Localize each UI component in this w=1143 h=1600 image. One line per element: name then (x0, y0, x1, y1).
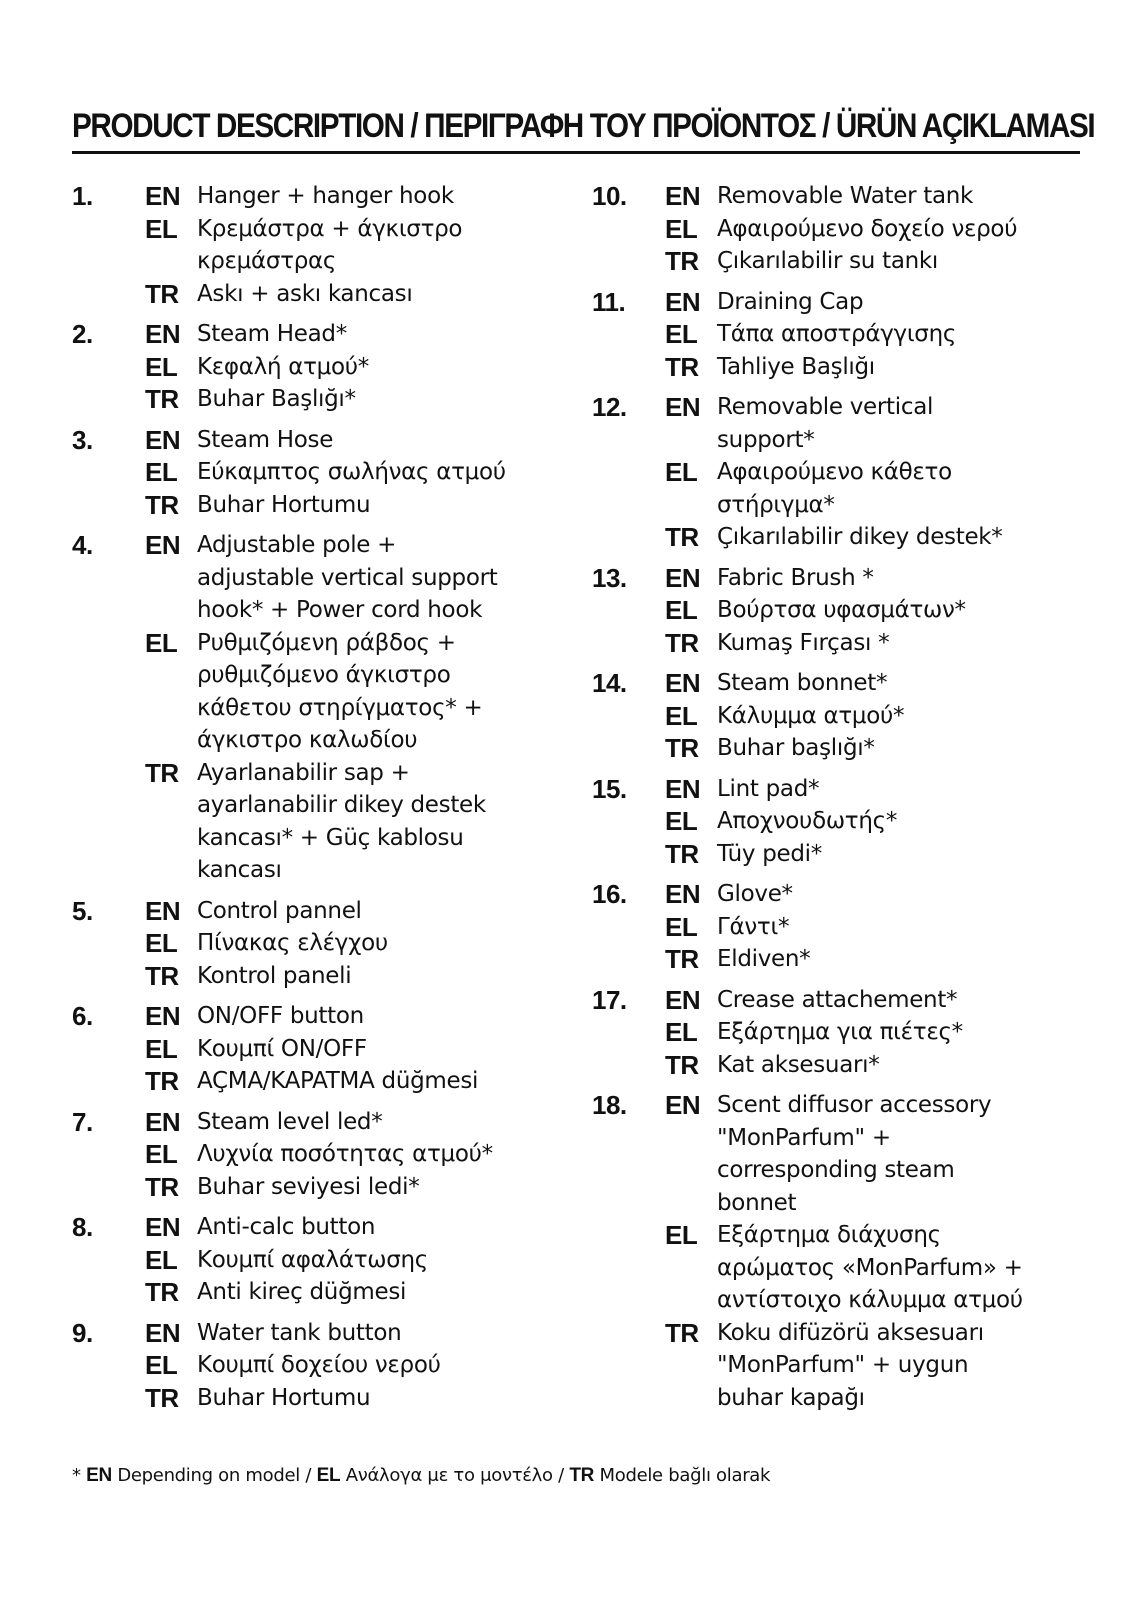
lang-row-en (145, 424, 552, 457)
lang-row-el (145, 1138, 552, 1171)
lang-text-el: Κουμπί ON/OFF (197, 1035, 367, 1062)
lang-row-en (145, 1106, 552, 1139)
lang-text-el: Πίνακας ελέγχου (197, 930, 388, 956)
lang-row-tr (665, 245, 1082, 278)
lang-text-en: Steam Hose (197, 426, 334, 453)
lang-code-tr: TR (665, 627, 699, 658)
lang-row-el (665, 318, 1082, 351)
lang-code-en: EN (665, 392, 701, 422)
lang-text-en: Adjustable pole + adjustable vertical support hook* + Power cord hook (197, 532, 498, 623)
lang-code-tr: TR (665, 1317, 699, 1348)
lang-text-en: Water tank button (197, 1319, 402, 1346)
item-number: 5. (72, 895, 93, 926)
lang-text-tr: Eldiven* (717, 946, 811, 972)
lang-code-en: EN (665, 773, 701, 804)
lang-text-tr: Anti kireç düğmesi (197, 1279, 407, 1305)
lang-row-en (665, 773, 1082, 806)
lang-text-tr: Kontrol paneli (197, 962, 352, 989)
item-number: 16. (592, 879, 627, 909)
list-item (592, 878, 1082, 976)
lang-code-tr: TR (145, 384, 179, 414)
lang-row-en (665, 878, 1082, 911)
lang-row-el (665, 1016, 1082, 1049)
lang-text-tr: Buhar başlığı* (717, 735, 875, 761)
lang-text-el: Κρεμάστρα + άγκιστρο κρεμάστρας (197, 215, 463, 274)
lang-row-en (145, 1317, 552, 1350)
lang-code-el: EL (665, 457, 698, 487)
lang-code-el: EL (145, 1033, 178, 1064)
lang-text-en: Lint pad* (717, 775, 820, 802)
lang-code-en: EN (665, 668, 701, 698)
lang-code-el: EL (665, 213, 698, 244)
lang-code-el: EL (665, 806, 698, 836)
list-item (592, 773, 1082, 871)
lang-row-el (145, 927, 552, 960)
lang-row-el (665, 805, 1082, 838)
item-number: 4. (72, 530, 93, 560)
lang-row-en (665, 180, 1082, 213)
lang-text-tr: Buhar Başlığı* (197, 386, 356, 412)
lang-text-en: Steam Head* (197, 321, 347, 347)
item-number: 15. (592, 773, 627, 804)
lang-code-tr: TR (665, 1049, 699, 1080)
lang-text-el: Κεφαλή ατμού* (197, 353, 369, 380)
lang-row-tr (665, 732, 1082, 765)
lang-row-tr (145, 383, 552, 416)
lang-code-tr: TR (145, 1277, 179, 1307)
lang-row-tr (665, 627, 1082, 660)
lang-row-en (145, 1000, 552, 1033)
lang-text-el: Τάπα αποστράγγισης (717, 321, 957, 347)
item-number: 12. (592, 392, 627, 422)
lang-row-tr (665, 838, 1082, 871)
lang-code-tr: TR (145, 960, 179, 991)
list-item (592, 180, 1082, 278)
lang-text-el: Ρυθμιζόμενη ράβδος + ρυθμιζόμενο άγκιστρο κάθετου στηρίγματος* + άγκιστρο καλωδίου (197, 629, 483, 753)
list-item (72, 1317, 552, 1415)
lang-text-tr: Kumaş Fırçası * (717, 629, 890, 656)
lang-text-en: ON/OFF button (197, 1003, 364, 1029)
lang-code-el: EL (145, 457, 178, 487)
lang-code-tr: TR (145, 278, 179, 309)
lang-text-en: Steam level led* (197, 1108, 383, 1135)
lang-row-el (145, 627, 552, 757)
lang-code-en: EN (665, 984, 701, 1015)
lang-text-el: Εξάρτημα διάχυσης αρώματος «MonParfum» + αντίστοιχο κάλυμμα ατμού (717, 1222, 1023, 1313)
lang-text-el: Κουμπί αφαλάτωσης (197, 1246, 428, 1273)
lang-text-tr: Buhar seviyesi ledi* (197, 1173, 420, 1200)
left-column (72, 180, 552, 1422)
lang-text-tr: Tüy pedi* (717, 840, 822, 867)
item-number: 8. (72, 1212, 93, 1242)
list-item (592, 286, 1082, 384)
lang-row-en (665, 1089, 1082, 1219)
lang-row-el (145, 1033, 552, 1066)
lang-code-en: EN (145, 1212, 181, 1242)
list-item (592, 391, 1082, 554)
lang-text-el: Εξάρτημα για πιέτες* (717, 1019, 963, 1045)
lang-row-tr (145, 757, 552, 887)
item-number: 17. (592, 984, 627, 1015)
item-number: 3. (72, 424, 93, 455)
lang-code-en: EN (145, 1317, 181, 1348)
lang-row-en (145, 180, 552, 213)
lang-code-el: EL (665, 319, 698, 349)
footnote-code-el: EL (316, 1465, 341, 1486)
list-item (592, 1089, 1082, 1414)
lang-row-el (145, 213, 552, 278)
lang-row-el (145, 351, 552, 384)
list-item (72, 424, 552, 522)
list-item (72, 895, 552, 993)
lang-row-el (665, 700, 1082, 733)
lang-code-en: EN (665, 181, 701, 211)
lang-row-en (665, 562, 1082, 595)
lang-code-el: EL (145, 351, 178, 382)
lang-text-tr: Çıkarılabilir su tankı (717, 248, 938, 274)
lang-text-tr: Askı + askı kancası (197, 280, 413, 307)
lang-row-tr (145, 278, 552, 311)
footnote-code-en: EN (86, 1465, 112, 1486)
lang-text-tr: Buhar Hortumu (197, 1384, 371, 1411)
lang-text-tr: Tahliye Başlığı (717, 353, 875, 380)
item-number: 2. (72, 319, 93, 349)
lang-row-en (665, 667, 1082, 700)
lang-code-en: EN (145, 319, 181, 349)
lang-row-tr (145, 489, 552, 522)
lang-row-el (145, 1349, 552, 1382)
lang-text-en: Scent diffusor accessory "MonParfum" + corresponding steam bonnet (717, 1092, 992, 1216)
lang-row-el (665, 213, 1082, 246)
lang-row-tr (145, 960, 552, 993)
lang-code-en: EN (145, 424, 181, 455)
lang-row-tr (665, 943, 1082, 976)
list-item (72, 1000, 552, 1098)
lang-text-tr: AÇMA/KAPATMA düğmesi (197, 1068, 479, 1094)
lang-code-tr: TR (665, 944, 699, 974)
item-number: 18. (592, 1090, 627, 1120)
lang-text-en: Anti-calc button (197, 1214, 376, 1240)
list-item (592, 667, 1082, 765)
lang-code-tr: TR (145, 757, 179, 788)
list-item (72, 1106, 552, 1204)
lang-code-el: EL (665, 1220, 698, 1250)
lang-row-el (665, 456, 1082, 521)
footnote-text-el: Ανάλογα με το μοντέλο / (345, 1465, 564, 1486)
lang-text-el: Κάλυμμα ατμού* (717, 702, 905, 729)
lang-text-el: Αποχνουδωτής* (717, 808, 898, 834)
lang-code-el: EL (145, 213, 178, 244)
lang-code-tr: TR (665, 733, 699, 763)
lang-text-en: Glove* (717, 881, 793, 907)
item-number: 9. (72, 1317, 93, 1348)
lang-text-el: Αφαιρούμενο κάθετο στήριγμα* (717, 459, 952, 518)
lang-code-tr: TR (665, 522, 699, 552)
lang-code-el: EL (145, 1350, 178, 1380)
list-item (72, 318, 552, 416)
lang-row-en (145, 895, 552, 928)
list-item (592, 984, 1082, 1082)
footnote-text-tr: Modele bağlı olarak (599, 1465, 771, 1486)
lang-text-el: Γάντι* (717, 913, 790, 940)
list-item (72, 1211, 552, 1309)
list-item (592, 562, 1082, 660)
lang-code-tr: TR (145, 1382, 179, 1413)
lang-code-tr: TR (145, 1066, 179, 1096)
lang-code-el: EL (145, 928, 178, 958)
item-number: 6. (72, 1001, 93, 1031)
lang-row-el (145, 456, 552, 489)
lang-code-el: EL (665, 1017, 698, 1047)
page-title: PRODUCT DESCRIPTION / ΠΕΡΙΓΡΑΦΗ ΤΟΥ ΠΡΟΪΟΝΤΟΣ / ÜRÜN AÇIKLAMASI (72, 107, 1095, 145)
lang-text-el: Κουμπί δοχείου νερού (197, 1352, 441, 1378)
title-divider (72, 151, 1080, 154)
lang-code-en: EN (665, 562, 701, 593)
lang-row-en (145, 529, 552, 627)
lang-code-el: EL (665, 595, 698, 625)
item-number: 1. (72, 181, 93, 211)
lang-row-en (665, 984, 1082, 1017)
lang-text-tr: Koku difüzörü aksesuarı "MonParfum" + uygun buhar kapağı (717, 1319, 984, 1411)
list-item (72, 529, 552, 887)
footnote-code-tr: TR (569, 1465, 595, 1486)
lang-code-el: EL (145, 1244, 178, 1275)
lang-text-el: Βούρτσα υφασμάτων* (717, 597, 966, 623)
lang-text-tr: Kat aksesuarı* (717, 1051, 880, 1078)
lang-row-en (145, 318, 552, 351)
lang-row-en (145, 1211, 552, 1244)
item-number: 13. (592, 562, 627, 593)
lang-text-en: Steam bonnet* (717, 670, 888, 696)
lang-code-en: EN (145, 1106, 181, 1137)
item-number: 10. (592, 181, 627, 211)
lang-code-en: EN (145, 530, 181, 560)
lang-code-en: EN (665, 879, 701, 909)
lang-row-tr (145, 1276, 552, 1309)
lang-row-tr (665, 1317, 1082, 1415)
lang-text-en: Fabric Brush * (717, 564, 874, 591)
lang-code-en: EN (145, 895, 181, 926)
item-number: 11. (592, 286, 626, 317)
lang-code-el: EL (665, 700, 698, 731)
lang-code-tr: TR (665, 351, 699, 382)
footnote-text-en: Depending on model / (117, 1465, 312, 1486)
lang-code-en: EN (665, 286, 701, 317)
lang-code-el: EL (665, 911, 698, 942)
lang-row-tr (145, 1171, 552, 1204)
list-item (72, 180, 552, 310)
lang-code-tr: TR (665, 246, 699, 276)
lang-code-en: EN (145, 1001, 181, 1031)
lang-text-en: Control pannel (197, 897, 362, 924)
item-number: 7. (72, 1106, 93, 1137)
lang-text-en: Removable Water tank (717, 183, 974, 209)
lang-row-tr (145, 1382, 552, 1415)
lang-text-en: Crease attachement* (717, 986, 958, 1013)
lang-row-tr (665, 521, 1082, 554)
lang-text-el: Αφαιρούμενο δοχείο νερού (717, 215, 1018, 242)
lang-text-en: Removable vertical support* (717, 394, 934, 453)
lang-code-tr: TR (145, 1171, 179, 1202)
footnote (72, 1465, 770, 1487)
lang-text-en: Draining Cap (717, 288, 864, 315)
lang-code-en: EN (145, 181, 181, 211)
lang-row-en (665, 391, 1082, 456)
lang-row-tr (665, 351, 1082, 384)
lang-code-en: EN (665, 1090, 701, 1120)
lang-text-tr: Buhar Hortumu (197, 491, 371, 518)
footnote-asterisk: * (72, 1465, 81, 1486)
lang-row-el (145, 1244, 552, 1277)
lang-code-el: EL (145, 1139, 178, 1169)
lang-code-tr: TR (665, 838, 699, 869)
lang-text-el: Λυχνία ποσότητας ατμού* (197, 1141, 493, 1167)
lang-text-el: Εύκαμπτος σωλήνας ατμού (197, 459, 506, 485)
lang-row-el (665, 594, 1082, 627)
lang-code-el: EL (145, 627, 178, 658)
lang-text-tr: Ayarlanabilir sap + ayarlanabilir dikey destek kancası* + Güç kablosu kancası (197, 759, 486, 883)
right-column (592, 180, 1082, 1422)
lang-row-el (665, 911, 1082, 944)
lang-row-tr (665, 1049, 1082, 1082)
item-number: 14. (592, 668, 627, 698)
lang-text-en: Hanger + hanger hook (197, 183, 454, 209)
lang-row-el (665, 1219, 1082, 1317)
lang-row-tr (145, 1065, 552, 1098)
lang-text-tr: Çıkarılabilir dikey destek* (717, 524, 1003, 550)
lang-row-en (665, 286, 1082, 319)
lang-code-tr: TR (145, 489, 179, 520)
